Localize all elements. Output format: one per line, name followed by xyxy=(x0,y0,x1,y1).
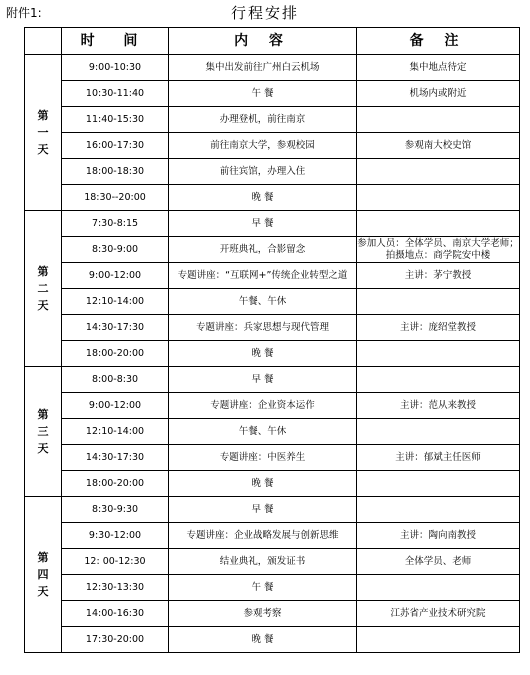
content-cell: 午 餐 xyxy=(169,81,357,107)
time-cell: 16:00-17:30 xyxy=(62,133,169,159)
table-row xyxy=(25,549,520,575)
content-cell: 晚 餐 xyxy=(169,341,357,367)
note-cell xyxy=(357,497,520,523)
table-row xyxy=(25,575,520,601)
table-row xyxy=(25,133,520,159)
note-cell xyxy=(357,107,520,133)
table-row xyxy=(25,211,520,237)
note-cell xyxy=(357,289,520,315)
header-note: 备 注 xyxy=(357,28,520,55)
time-cell: 14:00-16:30 xyxy=(62,601,169,627)
table-row xyxy=(25,263,520,289)
time-cell: 17:30-20:00 xyxy=(62,627,169,653)
note-cell: 主讲：郁斌主任医师 xyxy=(357,445,520,471)
table-row xyxy=(25,445,520,471)
day-char: 天 xyxy=(37,143,49,156)
table-header-row xyxy=(25,28,520,55)
note-cell: 参观南大校史馆 xyxy=(357,133,520,159)
content-cell: 专题讲座：中医养生 xyxy=(169,445,357,471)
day-char: 三 xyxy=(37,425,49,438)
day-label-4 xyxy=(25,497,62,653)
content-cell: 午餐、午休 xyxy=(169,419,357,445)
note-cell xyxy=(357,211,520,237)
note-cell xyxy=(357,341,520,367)
table-row xyxy=(25,523,520,549)
day-char: 第 xyxy=(37,408,49,421)
content-cell: 专题讲座：“互联网+”传统企业转型之道 xyxy=(169,263,357,289)
day-label-1 xyxy=(25,55,62,211)
day-char: 一 xyxy=(37,126,49,139)
content-cell: 开班典礼，合影留念 xyxy=(169,237,357,263)
time-cell: 9:00-10:30 xyxy=(62,55,169,81)
note-cell: 主讲：庞绍堂教授 xyxy=(357,315,520,341)
time-cell: 18:00-20:00 xyxy=(62,471,169,497)
time-cell: 9:30-12:00 xyxy=(62,523,169,549)
content-cell: 前往南京大学，参观校园 xyxy=(169,133,357,159)
time-cell: 12:30-13:30 xyxy=(62,575,169,601)
time-cell: 12:10-14:00 xyxy=(62,289,169,315)
table-row xyxy=(25,315,520,341)
attachment-label: 附件1: xyxy=(6,6,42,20)
day-label-2 xyxy=(25,211,62,367)
day-char: 第 xyxy=(37,551,49,564)
header-content: 内 容 xyxy=(169,28,357,55)
content-cell: 专题讲座：兵家思想与现代管理 xyxy=(169,315,357,341)
note-cell xyxy=(357,367,520,393)
note-cell xyxy=(357,575,520,601)
table-row xyxy=(25,627,520,653)
content-cell: 早 餐 xyxy=(169,497,357,523)
table-row xyxy=(25,393,520,419)
table-row xyxy=(25,289,520,315)
page-title: 行程安排 xyxy=(230,4,299,22)
note-cell: 主讲：茅宁教授 xyxy=(357,263,520,289)
time-cell: 9:00-12:00 xyxy=(62,393,169,419)
time-cell: 8:00-8:30 xyxy=(62,367,169,393)
note-cell xyxy=(357,627,520,653)
content-cell: 午 餐 xyxy=(169,575,357,601)
time-cell: 12: 00-12:30 xyxy=(62,549,169,575)
table-row xyxy=(25,159,520,185)
day-char: 天 xyxy=(37,299,49,312)
day-char: 第 xyxy=(37,109,49,122)
content-cell: 前往宾馆，办理入住 xyxy=(169,159,357,185)
content-cell: 专题讲座：企业资本运作 xyxy=(169,393,357,419)
table-row xyxy=(25,419,520,445)
note-cell xyxy=(357,185,520,211)
content-cell: 早 餐 xyxy=(169,211,357,237)
note-cell: 江苏省产业技术研究院 xyxy=(357,601,520,627)
time-cell: 7:30-8:15 xyxy=(62,211,169,237)
note-cell: 参加人员：全体学员、南京大学老师；拍摄地点：商学院安中楼 xyxy=(357,237,519,261)
content-cell: 午餐、午休 xyxy=(169,289,357,315)
table-row xyxy=(25,185,520,211)
time-cell: 8:30-9:30 xyxy=(62,497,169,523)
time-cell: 18:00-18:30 xyxy=(62,159,169,185)
content-cell: 专题讲座：企业战略发展与创新思维 xyxy=(169,523,357,549)
note-cell xyxy=(357,471,520,497)
time-cell: 8:30-9:00 xyxy=(62,237,169,263)
day-label-3 xyxy=(25,367,62,497)
note-cell xyxy=(357,159,520,185)
content-cell: 晚 餐 xyxy=(169,627,357,653)
table-row xyxy=(25,471,520,497)
note-cell xyxy=(357,419,520,445)
header-time: 时 间 xyxy=(62,28,169,55)
content-cell: 晚 餐 xyxy=(169,185,357,211)
content-cell: 结业典礼，颁发证书 xyxy=(169,549,357,575)
header-spacer xyxy=(25,28,62,55)
note-cell: 机场内或附近 xyxy=(357,81,520,107)
content-cell: 办理登机，前往南京 xyxy=(169,107,357,133)
table-row xyxy=(25,367,520,393)
day-char: 四 xyxy=(37,568,49,581)
time-cell: 14:30-17:30 xyxy=(62,315,169,341)
day-char: 天 xyxy=(37,585,49,598)
day-char: 第 xyxy=(37,265,49,278)
time-cell: 11:40-15:30 xyxy=(62,107,169,133)
time-cell: 18:30--20:00 xyxy=(62,185,169,211)
time-cell: 14:30-17:30 xyxy=(62,445,169,471)
table-row xyxy=(25,81,520,107)
content-cell: 早 餐 xyxy=(169,367,357,393)
note-cell: 全体学员、老师 xyxy=(357,549,520,575)
day-char: 天 xyxy=(37,442,49,455)
time-cell: 9:00-12:00 xyxy=(62,263,169,289)
note-cell: 主讲：范从来教授 xyxy=(357,393,520,419)
time-cell: 12:10-14:00 xyxy=(62,419,169,445)
table-row xyxy=(25,55,520,81)
time-cell: 18:00-20:00 xyxy=(62,341,169,367)
note-cell: 主讲：陶向南教授 xyxy=(357,523,520,549)
table-row xyxy=(25,107,520,133)
table-row xyxy=(25,497,520,523)
content-cell: 集中出发前往广州白云机场 xyxy=(169,55,357,81)
content-cell: 晚 餐 xyxy=(169,471,357,497)
table-row xyxy=(25,237,520,263)
table-row xyxy=(25,601,520,627)
schedule-table xyxy=(24,27,520,653)
content-cell: 参观考察 xyxy=(169,601,357,627)
day-char: 二 xyxy=(37,282,49,295)
time-cell: 10:30-11:40 xyxy=(62,81,169,107)
note-cell: 集中地点待定 xyxy=(357,55,520,81)
table-row xyxy=(25,341,520,367)
